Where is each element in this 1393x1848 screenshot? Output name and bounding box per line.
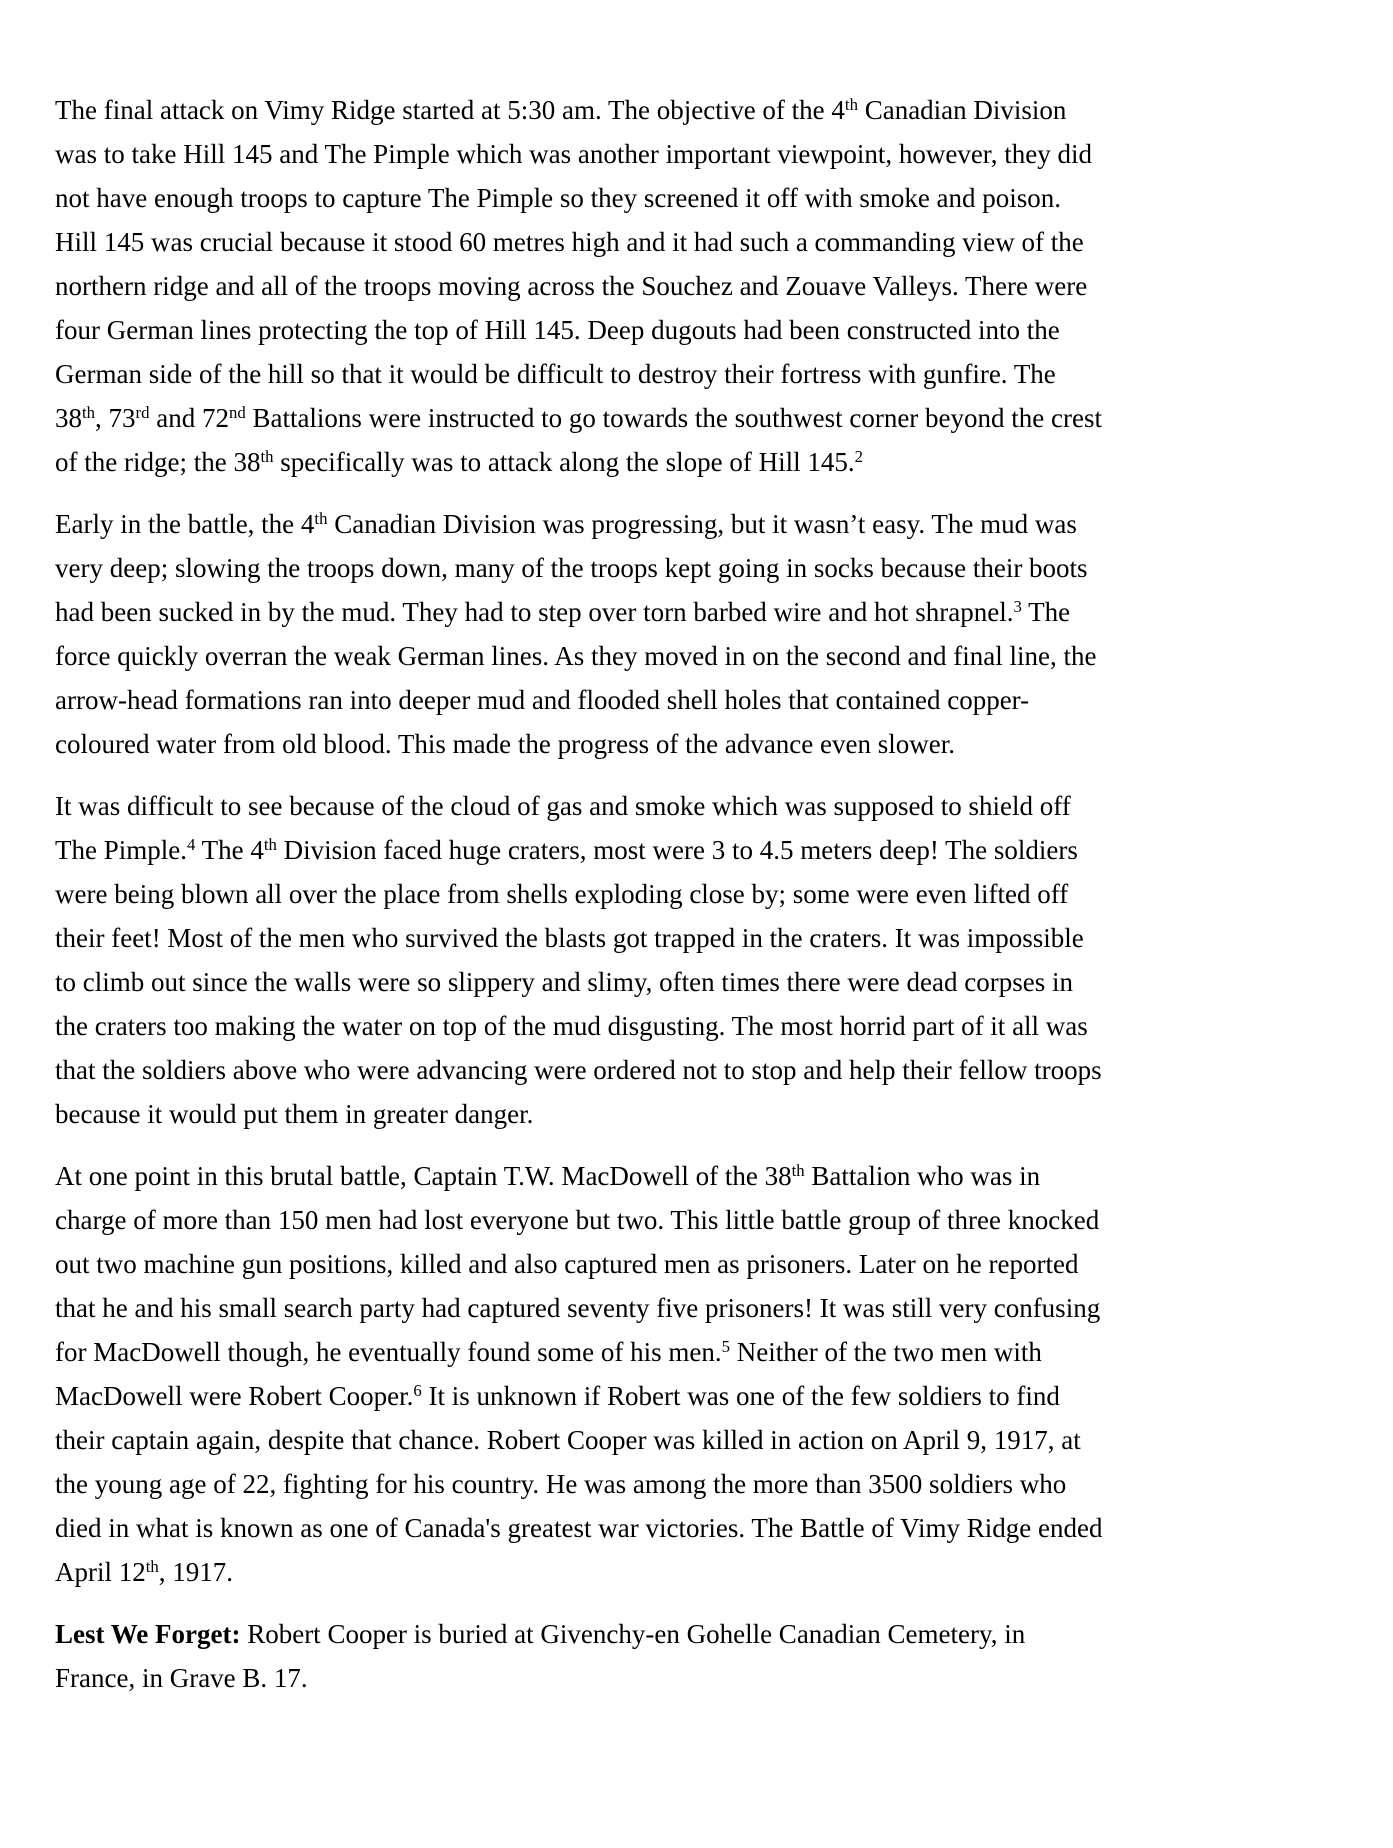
- text-run: out two machine gun positions, killed and also captured men as prisoners. Later on he reported: [55, 1249, 1079, 1279]
- superscript: th: [263, 834, 277, 854]
- text-run: Neither of the two men with: [729, 1337, 1042, 1367]
- text-line: [55, 396, 1355, 440]
- text-run: Canadian Division: [857, 95, 1067, 125]
- superscript: nd: [228, 402, 246, 422]
- text-line: [55, 634, 1355, 678]
- text-line: [55, 678, 1355, 722]
- paragraph-macdowell: [55, 1154, 1355, 1594]
- text-run: northern ridge and all of the troops moving across the Souchez and Zouave Valleys. There were: [55, 271, 1088, 301]
- text-run: 38: [55, 403, 82, 433]
- document-body: [55, 88, 1355, 1718]
- text-line: [55, 352, 1355, 396]
- text-run: The final attack on Vimy Ridge started at 5:30 am. The objective of the 4: [55, 95, 845, 125]
- text-run: Canadian Division was progressing, but it wasn’t easy. The mud was: [327, 509, 1077, 539]
- text-run: that the soldiers above who were advancing were ordered not to stop and help their fellow troops: [55, 1055, 1102, 1085]
- text-line: [55, 546, 1355, 590]
- text-run: MacDowell were Robert Cooper.: [55, 1381, 414, 1411]
- bold-text: Lest We Forget:: [55, 1619, 241, 1649]
- text-line: [55, 960, 1355, 1004]
- text-run: The Pimple.: [55, 835, 187, 865]
- text-run: At one point in this brutal battle, Captain T.W. MacDowell of the 38: [55, 1161, 792, 1191]
- superscript: th: [82, 402, 96, 422]
- superscript: 3: [1013, 596, 1022, 616]
- text-run: four German lines protecting the top of Hill 145. Deep dugouts had been constructed into the: [55, 315, 1060, 345]
- text-line: [55, 176, 1355, 220]
- superscript: 4: [186, 834, 196, 854]
- text-line: [55, 502, 1355, 546]
- text-run: that he and his small search party had captured seventy five prisoners! It was still very confusing: [55, 1293, 1101, 1323]
- paragraph-gas-and-craters: [55, 784, 1355, 1136]
- paragraph-lest-we-forget: [55, 1612, 1355, 1700]
- text-run: specifically was to attack along the slope of Hill 145.: [273, 447, 855, 477]
- text-run: the craters too making the water on top of the mud disgusting. The most horrid part of it all was: [55, 1011, 1088, 1041]
- text-run: were being blown all over the place from shells exploding close by; some were even lifted off: [55, 879, 1069, 909]
- text-line: [55, 1198, 1355, 1242]
- superscript: 2: [854, 446, 863, 466]
- superscript: th: [791, 1160, 805, 1180]
- paragraph-final-attack: [55, 88, 1355, 484]
- text-run: , 1917.: [158, 1557, 234, 1587]
- text-run: France, in Grave B. 17.: [55, 1663, 308, 1693]
- text-line: [55, 1092, 1355, 1136]
- text-line: [55, 1612, 1355, 1656]
- superscript: th: [145, 1556, 159, 1576]
- text-line: [55, 1656, 1355, 1700]
- superscript: th: [260, 446, 274, 466]
- text-line: [55, 828, 1355, 872]
- text-run: charge of more than 150 men had lost everyone but two. This little battle group of three knocked: [55, 1205, 1100, 1235]
- text-run: of the ridge; the 38: [55, 447, 261, 477]
- text-line: [55, 88, 1355, 132]
- text-run: April 12: [55, 1557, 146, 1587]
- text-line: [55, 872, 1355, 916]
- text-run: not have enough troops to capture The Pimple so they screened it off with smoke and poison.: [55, 183, 1062, 213]
- superscript: th: [844, 94, 858, 114]
- text-run: their feet! Most of the men who survived the blasts got trapped in the craters. It was impossible: [55, 923, 1084, 953]
- text-run: German side of the hill so that it would be difficult to destroy their fortress with gunfire. The: [55, 359, 1056, 389]
- text-run: because it would put them in greater danger.: [55, 1099, 534, 1129]
- superscript: th: [314, 508, 328, 528]
- text-run: died in what is known as one of Canada's greatest war victories. The Battle of Vimy Ridge ended: [55, 1513, 1103, 1543]
- text-run: was to take Hill 145 and The Pimple which was another important viewpoint, however, they did: [55, 139, 1092, 169]
- text-line: [55, 1242, 1355, 1286]
- text-line: [55, 1286, 1355, 1330]
- text-run: the young age of 22, fighting for his country. He was among the more than 3500 soldiers who: [55, 1469, 1067, 1499]
- text-line: [55, 784, 1355, 828]
- text-line: [55, 1462, 1355, 1506]
- text-run: Battalion who was in: [804, 1161, 1041, 1191]
- text-line: [55, 1330, 1355, 1374]
- text-run: force quickly overran the weak German lines. As they moved in on the second and final line, the: [55, 641, 1097, 671]
- text-line: [55, 1374, 1355, 1418]
- text-line: [55, 1154, 1355, 1198]
- text-run: It is unknown if Robert was one of the few soldiers to find: [421, 1381, 1060, 1411]
- superscript: rd: [135, 402, 150, 422]
- text-run: their captain again, despite that chance. Robert Cooper was killed in action on April 9, 1917, at: [55, 1425, 1081, 1455]
- text-run: coloured water from old blood. This made the progress of the advance even slower.: [55, 729, 955, 759]
- text-line: [55, 1004, 1355, 1048]
- text-line: [55, 264, 1355, 308]
- text-line: [55, 1048, 1355, 1092]
- text-run: very deep; slowing the troops down, many of the troops kept going in socks because their boots: [55, 553, 1088, 583]
- text-run: , 73: [95, 403, 136, 433]
- text-line: [55, 1506, 1355, 1550]
- text-line: [55, 132, 1355, 176]
- text-run: arrow-head formations ran into deeper mud and flooded shell holes that contained copper-: [55, 685, 1030, 715]
- text-run: Early in the battle, the 4: [55, 509, 315, 539]
- text-line: [55, 916, 1355, 960]
- text-run: The 4: [195, 835, 264, 865]
- text-line: [55, 722, 1355, 766]
- text-line: [55, 1418, 1355, 1462]
- text-line: [55, 1550, 1355, 1594]
- text-run: Hill 145 was crucial because it stood 60 metres high and it had such a commanding view of the: [55, 227, 1084, 257]
- text-line: [55, 590, 1355, 634]
- text-run: Division faced huge craters, most were 3 to 4.5 meters deep! The soldiers: [276, 835, 1078, 865]
- text-run: The: [1021, 597, 1071, 627]
- text-run: It was difficult to see because of the cloud of gas and smoke which was supposed to shield off: [55, 791, 1071, 821]
- superscript: 6: [413, 1380, 422, 1400]
- text-line: [55, 308, 1355, 352]
- paragraph-early-battle: [55, 502, 1355, 766]
- text-run: and 72: [149, 403, 229, 433]
- text-run: Battalions were instructed to go towards the southwest corner beyond the crest: [245, 403, 1102, 433]
- text-line: [55, 220, 1355, 264]
- text-run: to climb out since the walls were so slippery and slimy, often times there were dead corpses in: [55, 967, 1073, 997]
- superscript: 5: [721, 1336, 730, 1356]
- text-run: Robert Cooper is buried at Givenchy-en Gohelle Canadian Cemetery, in: [240, 1619, 1026, 1649]
- text-run: for MacDowell though, he eventually found some of his men.: [55, 1337, 722, 1367]
- text-run: had been sucked in by the mud. They had to step over torn barbed wire and hot shrapnel.: [55, 597, 1014, 627]
- text-line: [55, 440, 1355, 484]
